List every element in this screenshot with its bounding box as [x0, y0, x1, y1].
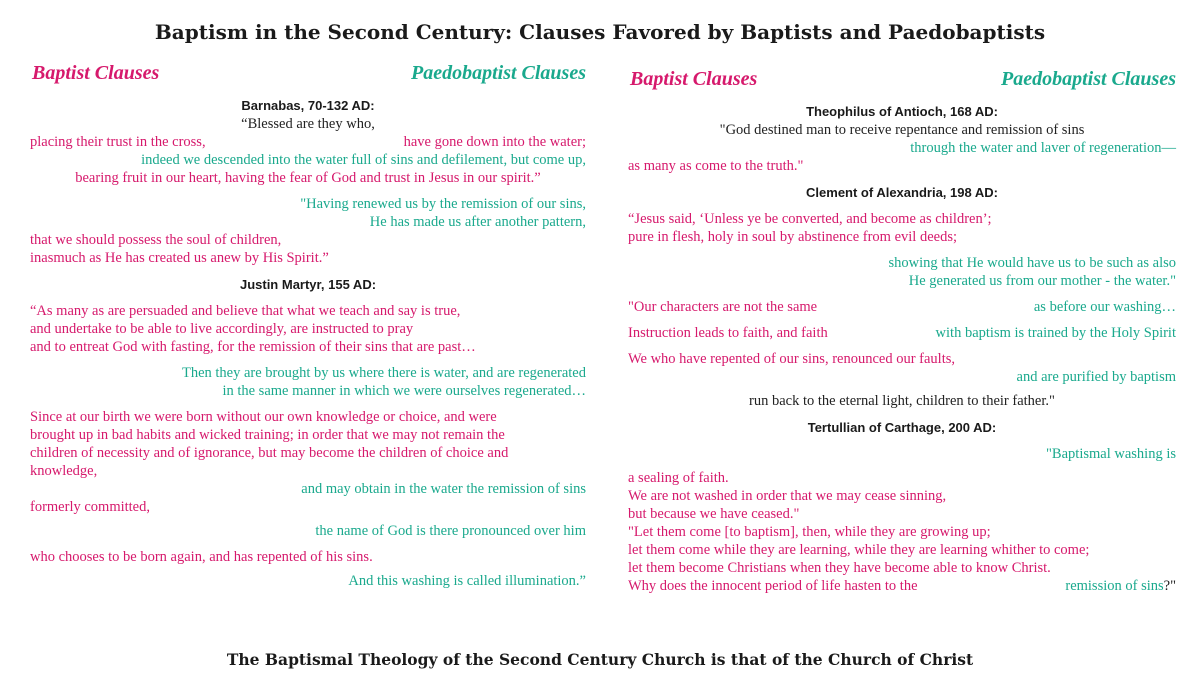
quote-line	[628, 298, 1176, 316]
author-heading: Justin Martyr, 155 AD:	[239, 277, 377, 292]
paedobaptist-clause: the name of God is there pronounced over him	[315, 523, 586, 539]
baptist-clause: formerly committed,	[30, 499, 150, 515]
baptist-clause: “Jesus said, ‘Unless ye be converted, and become as children’;	[628, 211, 992, 227]
baptist-clauses-header: Baptist Clauses	[32, 62, 160, 84]
left-column	[30, 62, 586, 590]
barnabas-section	[30, 96, 586, 267]
paedobaptist-clause: Then they are brought by us where there is water, and are regenerated	[181, 365, 586, 381]
baptist-clause: inasmuch as He has created us anew by His Spirit.”	[30, 250, 329, 266]
paedobaptist-clause: indeed we descended into the water full of sins and defilement, but come up,	[141, 152, 586, 168]
paedobaptist-clause: in the same manner in which we were ourselves regenerated…	[222, 383, 586, 399]
paedobaptist-clauses-header: Paedobaptist Clauses	[1000, 68, 1176, 90]
paedobaptist-clause: and may obtain in the water the remission of sins	[301, 481, 586, 497]
author-heading: Clement of Alexandria, 198 AD:	[806, 185, 998, 200]
baptist-clause: who chooses to be born again, and has repented of his sins.	[30, 549, 373, 565]
paedobaptist-clauses-header: Paedobaptist Clauses	[410, 62, 586, 84]
page-title: Baptism in the Second Century: Clauses Favored by Baptists and Paedobaptists	[154, 20, 1046, 44]
closing-punctuation: ?"	[1163, 578, 1176, 594]
baptist-clause: and to entreat God with fasting, for the remission of their sins that are past…	[30, 339, 476, 355]
left-column-headers	[30, 62, 586, 96]
author-heading: Tertullian of Carthage, 200 AD:	[807, 420, 997, 435]
baptist-clause: but because we have ceased."	[628, 506, 800, 522]
author-heading: Barnabas, 70-132 AD:	[241, 98, 375, 113]
paedobaptist-clause: showing that He would have us to be such as also	[888, 255, 1176, 271]
baptist-clause: We are not washed in order that we may cease sinning,	[628, 488, 947, 504]
baptist-clause: a sealing of faith.	[628, 470, 729, 486]
baptist-clause: knowledge,	[30, 463, 98, 479]
quote-line	[628, 577, 1176, 595]
quote-line	[30, 133, 586, 151]
quote-line: “Blessed are they who,	[241, 116, 375, 132]
baptist-clause: "Let them come [to baptism], then, while they are growing up;	[628, 524, 991, 540]
baptist-clause: We who have repented of our sins, renounced our faults,	[628, 351, 955, 367]
paedobaptist-clause: and are purified by baptism	[1016, 369, 1176, 385]
baptist-clause: bearing fruit in our heart, having the fear of God and trust in Jesus in our spirit.”	[75, 170, 541, 186]
baptist-clause: have gone down into the water;	[403, 134, 586, 150]
baptist-clause: and undertake to be able to live accordingly, are instructed to pray	[30, 321, 414, 337]
clement-section	[628, 183, 1176, 410]
baptist-clause: pure in flesh, holy in soul by abstinence from evil deeds;	[628, 229, 957, 245]
right-column-headers	[628, 62, 1176, 96]
baptist-clause: that we should possess the soul of children,	[30, 232, 282, 248]
paedobaptist-clause: with baptism is trained by the Holy Spirit	[935, 325, 1176, 341]
baptist-clause: as many as come to the truth."	[628, 158, 804, 174]
baptist-clause: placing their trust in the cross,	[30, 134, 206, 150]
paedobaptist-clause: "Having renewed us by the remission of our sins,	[300, 196, 586, 212]
paedobaptist-clause: He generated us from our mother - the water."	[908, 273, 1176, 289]
tertullian-section	[628, 418, 1176, 595]
paedobaptist-clause: He has made us after another pattern,	[369, 214, 586, 230]
baptist-clause: let them become Christians when they have become able to know Christ.	[628, 560, 1051, 576]
quote-line: "God destined man to receive repentance and remission of sins	[719, 122, 1085, 138]
right-column	[628, 62, 1176, 595]
paedobaptist-clause: through the water and laver of regeneration—	[910, 140, 1176, 156]
paedobaptist-clause: And this washing is called illumination.”	[348, 573, 586, 589]
paedobaptist-clause: remission of sins	[1065, 578, 1164, 594]
quote-line	[628, 324, 1176, 342]
baptist-clause: Since at our birth we were born without our own knowledge or choice, and were	[30, 409, 497, 425]
baptist-clause: Why does the innocent period of life hasten to the	[628, 578, 918, 594]
baptist-clause: let them come while they are learning, while they are learning whither to come;	[628, 542, 1090, 558]
baptist-clause: brought up in bad habits and wicked training; in order that we may not remain the	[30, 427, 505, 443]
baptist-clause: "Our characters are not the same	[628, 299, 818, 315]
baptist-clauses-header: Baptist Clauses	[630, 68, 758, 90]
justin-section	[30, 275, 586, 590]
paedobaptist-clause: "Baptismal washing is	[1046, 446, 1176, 462]
baptist-clause: children of necessity and of ignorance, but may become the children of choice and	[30, 445, 509, 461]
baptist-clause: “As many as are persuaded and believe that what we teach and say is true,	[30, 303, 461, 319]
paedobaptist-clause: as before our washing…	[1033, 299, 1176, 315]
theophilus-section	[628, 102, 1176, 175]
author-heading: Theophilus of Antioch, 168 AD:	[806, 104, 998, 119]
page-footer: The Baptismal Theology of the Second Century Church is that of the Church of Christ	[226, 650, 974, 669]
baptist-clause: Instruction leads to faith, and faith	[628, 325, 828, 341]
quote-line: run back to the eternal light, children to their father."	[749, 393, 1055, 409]
